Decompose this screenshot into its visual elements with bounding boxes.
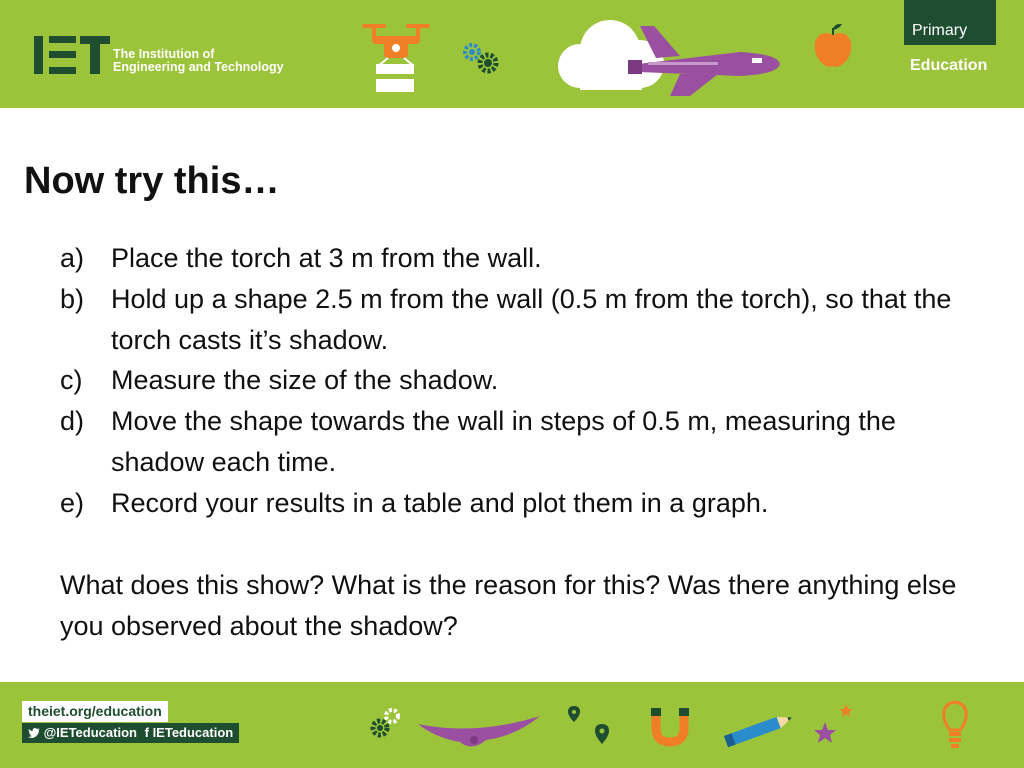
list-item xyxy=(60,238,980,279)
apple-icon xyxy=(812,22,854,68)
step-text: Place the torch at 3 m from the wall. xyxy=(111,243,542,273)
step-letter: d) xyxy=(60,406,85,437)
list-item xyxy=(60,360,980,401)
star-icon xyxy=(812,702,858,746)
step-text: Move the shape towards the wall in steps of 0.5 m, measuring the shadow each time. xyxy=(111,406,896,477)
step-letter: e) xyxy=(60,487,85,518)
magnet-icon xyxy=(648,704,692,748)
list-item xyxy=(60,401,980,483)
gears-icon xyxy=(368,706,404,742)
twitter-handle[interactable]: @IETeducation xyxy=(43,725,137,740)
glider-icon xyxy=(416,712,542,752)
map-pin-icon xyxy=(564,704,612,748)
education-label: Education xyxy=(910,57,988,74)
facebook-icon[interactable]: f xyxy=(144,725,149,740)
twitter-icon[interactable] xyxy=(28,728,40,738)
facebook-handle[interactable]: IETeducation xyxy=(152,725,234,740)
org-name-line-1: The Institution of xyxy=(113,47,215,61)
step-letter: c) xyxy=(60,365,83,396)
step-letter: b) xyxy=(60,283,85,314)
list-item xyxy=(60,279,980,361)
org-name-line-2: Engineering and Technology xyxy=(113,60,284,74)
instruction-list xyxy=(60,238,980,524)
discussion-question: What does this show? What is the reason for this? Was there anything else you observed about the shadow? xyxy=(60,570,957,641)
space-shuttle-icon xyxy=(620,24,786,96)
organisation-name xyxy=(113,48,284,74)
drone-icon xyxy=(360,18,432,92)
website-link[interactable]: theiet.org/education xyxy=(22,701,168,722)
slide-title: Now try this… xyxy=(24,160,280,202)
step-text: Measure the size of the shadow. xyxy=(111,365,499,396)
step-letter: a) xyxy=(60,243,85,273)
iet-logo xyxy=(34,36,112,74)
social-links xyxy=(22,723,239,743)
primary-label: Primary xyxy=(912,22,968,39)
step-text: Record your results in a table and plot them in a graph. xyxy=(111,487,769,518)
gears-icon xyxy=(462,42,502,76)
pencil-icon xyxy=(720,712,796,748)
step-text: Hold up a shape 2.5 m from the wall (0.5 m from the torch), so that the torch casts it’s shadow. xyxy=(111,283,952,355)
list-item xyxy=(60,483,980,524)
light-bulb-icon xyxy=(940,700,970,750)
